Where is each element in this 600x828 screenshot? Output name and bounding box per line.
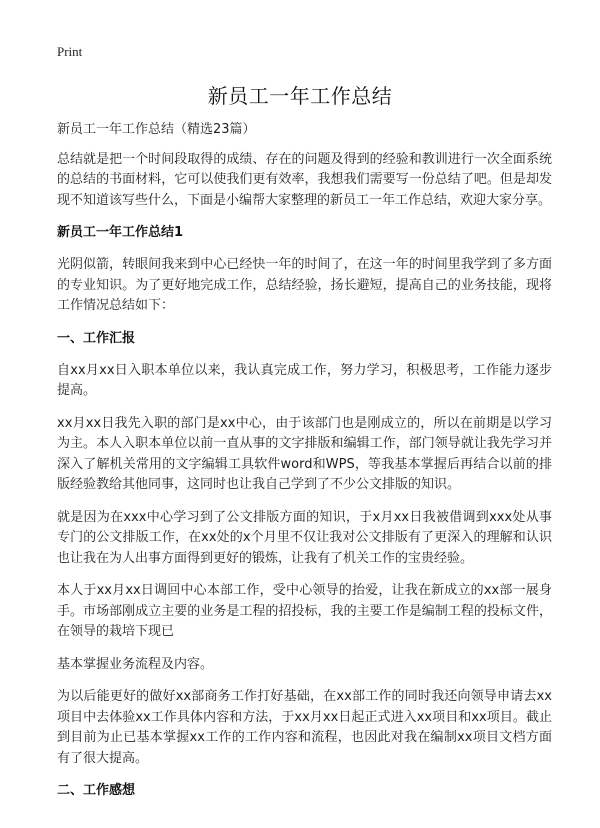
page-title: 新员工一年工作总结 [207, 84, 393, 108]
paragraph: 光阴似箭，转眼间我来到中心已经快一年的时间了，在这一年的时间里我学到了多方面的专业知识。为了更好地完成工作，总结经验，扬长避短，提高自己的业务技能，现将工作情况总结如下： [57, 257, 552, 313]
document-subtitle: 新员工一年工作总结（精选23篇） [57, 122, 256, 137]
part-heading: 二、工作感想 [57, 783, 136, 798]
paragraph: 基本掌握业务流程及内容。 [57, 656, 214, 672]
paragraph: xx月xx日我先入职的部门是xx中心，由于该部门也是刚成立的，所以在前期是以学习为主。本人入职本单位以前一直从事的文字排版和编辑工作，部门领导就让我先学习并深入了解机关常用的文字编辑工具软件word和WPS，等我基本掌握后再结合以前的排版经验教给其他同事，这同时也让我自己学到了不少公文排版的知识。 [57, 415, 552, 492]
paragraph: 本人于xx月xx日调回中心本部工作，受中心领导的抬爱，让我在新成立的xx部一展身手。市场部刚成立主要的业务是工程的招投标，我的主要工作是编制工程的投标文件，在领导的栽培下现已 [57, 583, 552, 639]
print-link[interactable]: Print [57, 44, 83, 59]
document-body [57, 120, 552, 813]
intro-paragraph: 总结就是把一个时间段取得的成绩、存在的问题及得到的经验和教训进行一次全面系统的总结的书面材料，它可以使我们更有效率，我想我们需要写一份总结了吧。但是却发现不知道该写些什么，下面是小编帮大家整理的新员工一年工作总结，欢迎大家分享。 [57, 151, 552, 208]
paragraph: 自xx月xx日入职本单位以来，我认真完成工作，努力学习，积极思考，工作能力逐步提高。 [57, 362, 552, 398]
paragraph: 就是因为在xxx中心学习到了公文排版方面的知识，于x月xx日我被借调到xxx处从事专门的公文排版工作，在xx处的x个月里不仅让我对公文排版有了更深入的理解和认识也让我在为人出事方面得到更好的锻炼，让我有了机关工作的宝贵经验。 [57, 509, 552, 566]
part-heading: 一、工作汇报 [57, 330, 136, 346]
paragraph: 为以后能更好的做好xx部商务工作打好基础，在xx部工作的同时我还向领导申请去xx项目中去体验xx工作具体内容和方法，于xx月xx日起正式进入xx项目和xx项目。截止到目前为止已基本掌握xx工作的工作内容和流程，也因此对我在编制xx项目文档方面有了很大提高。 [57, 689, 552, 766]
section-heading: 新员工一年工作总结1 [57, 225, 184, 240]
